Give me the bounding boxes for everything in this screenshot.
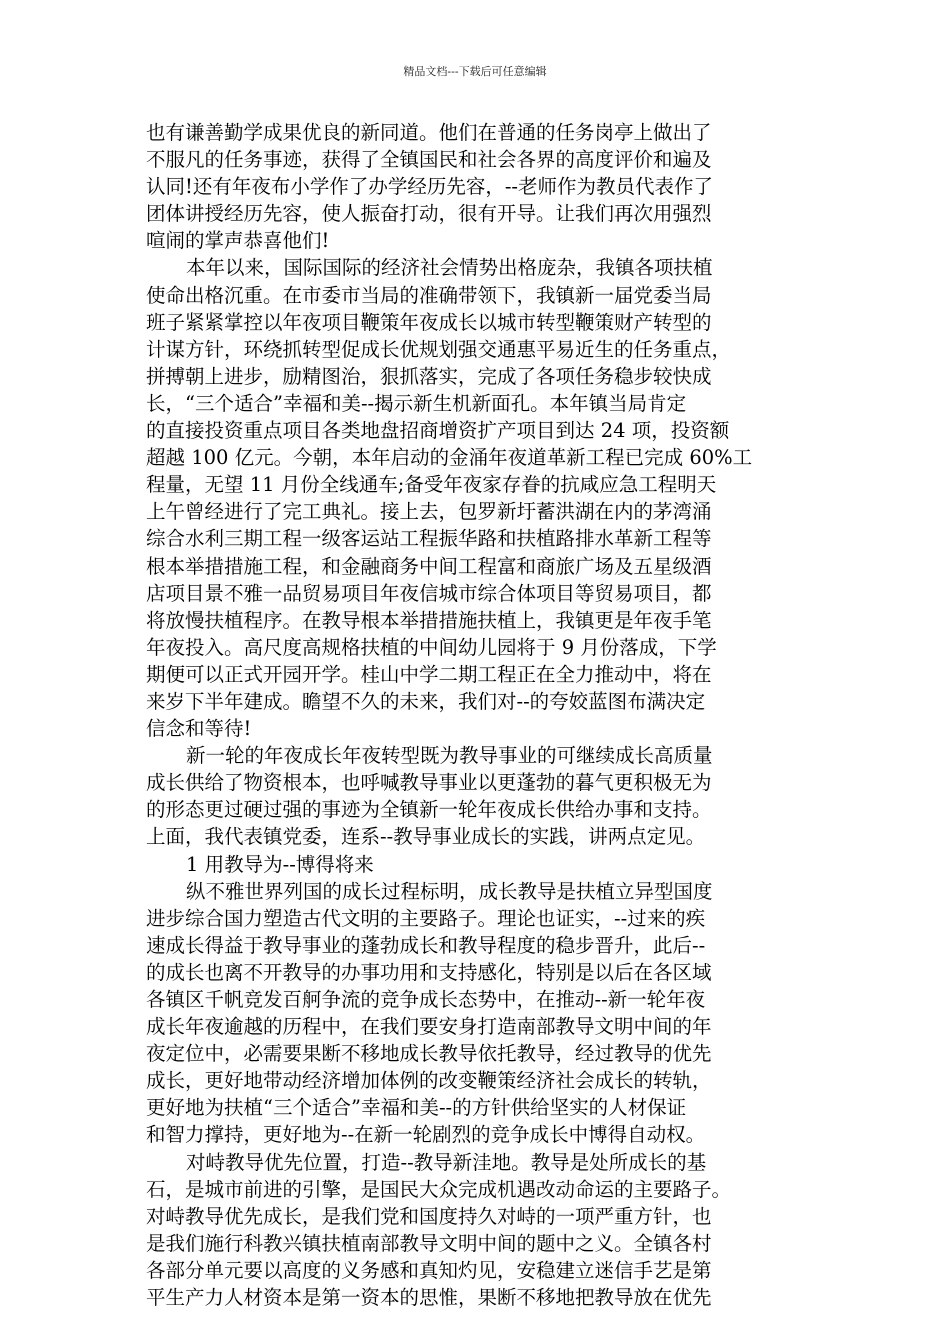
text-line: 平生产力人材资本是第一资本的思惟，果断不移地把教导放在优先 [146, 1286, 712, 1310]
text-line: 班子紧紧掌控以年夜项目鞭策年夜成长以城市转型鞭策财产转型的 [146, 310, 712, 334]
text-line: 长，“三个适合”幸福和美--揭示新生机新面孔。本年镇当局肯定 [146, 391, 687, 415]
text-line: 喧闹的掌声恭喜他们! [146, 229, 330, 253]
text-line: 不服凡的任务事迹，获得了全镇国民和社会各界的高度评价和遍及 [146, 148, 712, 172]
text-line: 根本举措措施工程，和金融商务中间工程富和商旅广场及五星级酒 [146, 554, 712, 578]
text-line: 拼搏朝上进步，励精图治，狠抓落实，完成了各项任务稳步较快成 [146, 364, 712, 388]
text-line: 的直接投资重点项目各类地盘招商增资扩产项目到达 24 项，投资额 [146, 419, 730, 443]
text-line: 使命出格沉重。在市委市当局的准确带领下，我镇新一届党委当局 [146, 283, 712, 307]
text-line: 店项目景不雅一品贸易项目年夜信城市综合体项目等贸易项目，都 [146, 581, 712, 605]
text-line: 的成长也离不开教导的办事功用和支持感化，特别是以后在各区域 [146, 960, 712, 984]
text-line: 超越 100 亿元。今朝，本年启动的金涌年夜道革新工程已完成 60%工 [146, 446, 753, 470]
text-line: 的形态更过硬过强的事迹为全镇新一轮年夜成长供给办事和支持。 [146, 798, 712, 822]
text-line: 更好地为扶植“三个适合”幸福和美--的方针供给坚实的人材保证 [146, 1096, 687, 1120]
text-line: 上午曾经进行了完工典礼。接上去，包罗新圩蓄洪湖在内的茅湾涌 [146, 500, 712, 524]
text-line: 成长年夜逾越的历程中，在我们要安身打造南部教导文明中间的年 [146, 1015, 712, 1039]
text-line: 各镇区千帆竞发百舸争流的竞争成长态势中，在推动--新一轮年夜 [146, 988, 706, 1011]
text-line: 计谋方针，环绕抓转型促成长优规划强交通惠平易近生的任务重点， [146, 337, 732, 361]
text-line: 进步综合国力塑造古代文明的主要路子。理论也证实，--过来的疾 [146, 906, 706, 930]
text-line: 综合水利三期工程一级客运站工程振华路和扶植路排水革新工程等 [146, 527, 712, 551]
text-line: 速成长得益于教导事业的蓬勃成长和教导程度的稳步晋升，此后-- [146, 933, 706, 957]
text-line: 团体讲授经历先容，使人振奋打动，很有开导。让我们再次用强烈 [146, 202, 712, 226]
text-line: 成长供给了物资根本，也呼喊教导事业以更蓬勃的暮气更积极无为 [146, 771, 712, 795]
paragraph-first-line: 本年以来，国际国际的经济社会情势出格庞杂，我镇各项扶植 [186, 256, 713, 280]
text-line: 信念和等待! [146, 717, 252, 741]
page-header: 精品文档---下载后可任意编辑 [403, 65, 547, 78]
paragraph-first-line: 1 用教导为--博得将来 [186, 852, 374, 876]
document-body [146, 119, 828, 1311]
text-line: 年夜投入。高尺度高规格扶植的中间幼儿园将于 9 月份落成，下学 [146, 635, 717, 659]
paragraph-first-line: 纵不雅世界列国的成长过程标明，成长教导是扶植立异型国度 [186, 879, 713, 903]
text-line: 各部分单元要以高度的义务感和真知灼见，安稳建立迷信手艺是第 [146, 1258, 712, 1282]
text-line: 对峙教导优先成长，是我们党和国度持久对峙的一项严重方针，也 [146, 1204, 712, 1228]
text-line: 和智力撑持，更好地为--在新一轮剧烈的竞争成长中博得自动权。 [146, 1123, 706, 1147]
paragraph-first-line: 对峙教导优先位置，打造--教导新洼地。教导是处所成长的基 [186, 1150, 707, 1174]
text-line: 来岁下半年建成。瞻望不久的未来，我们对--的夸姣蓝图布满决定 [146, 689, 706, 713]
text-line: 是我们施行科教兴镇扶植南部教导文明中间的题中之义。全镇各村 [146, 1231, 712, 1255]
text-line: 成长，更好地带动经济增加体例的改变鞭策经济社会成长的转轨， [146, 1069, 712, 1093]
text-line: 期便可以正式开园开学。桂山中学二期工程正在全力推动中，将在 [146, 662, 712, 686]
text-line: 程量，无望 11 月份全线通车;备受年夜家存眷的抗咸应急工程明天 [146, 473, 717, 497]
text-line: 夜定位中，必需要果断不移地成长教导依托教导，经过教导的优先 [146, 1042, 712, 1066]
paragraph-first-line: 新一轮的年夜成长年夜转型既为教导事业的可继续成长高质量 [186, 744, 713, 768]
text-line: 也有谦善勤学成果优良的新同道。他们在普通的任务岗亭上做出了 [146, 121, 712, 144]
text-line: 将放慢扶植程序。在教导根本举措措施扶植上，我镇更是年夜手笔 [146, 608, 712, 632]
text-line: 上面，我代表镇党委，连系--教导事业成长的实践，讲两点定见。 [146, 825, 706, 849]
text-line: 石，是城市前进的引擎，是国民大众完成机遇改动命运的主要路子。 [146, 1177, 732, 1201]
text-line: 认同!还有年夜布小学作了办学经历先容，--老师作为教员代表作了 [146, 175, 714, 199]
